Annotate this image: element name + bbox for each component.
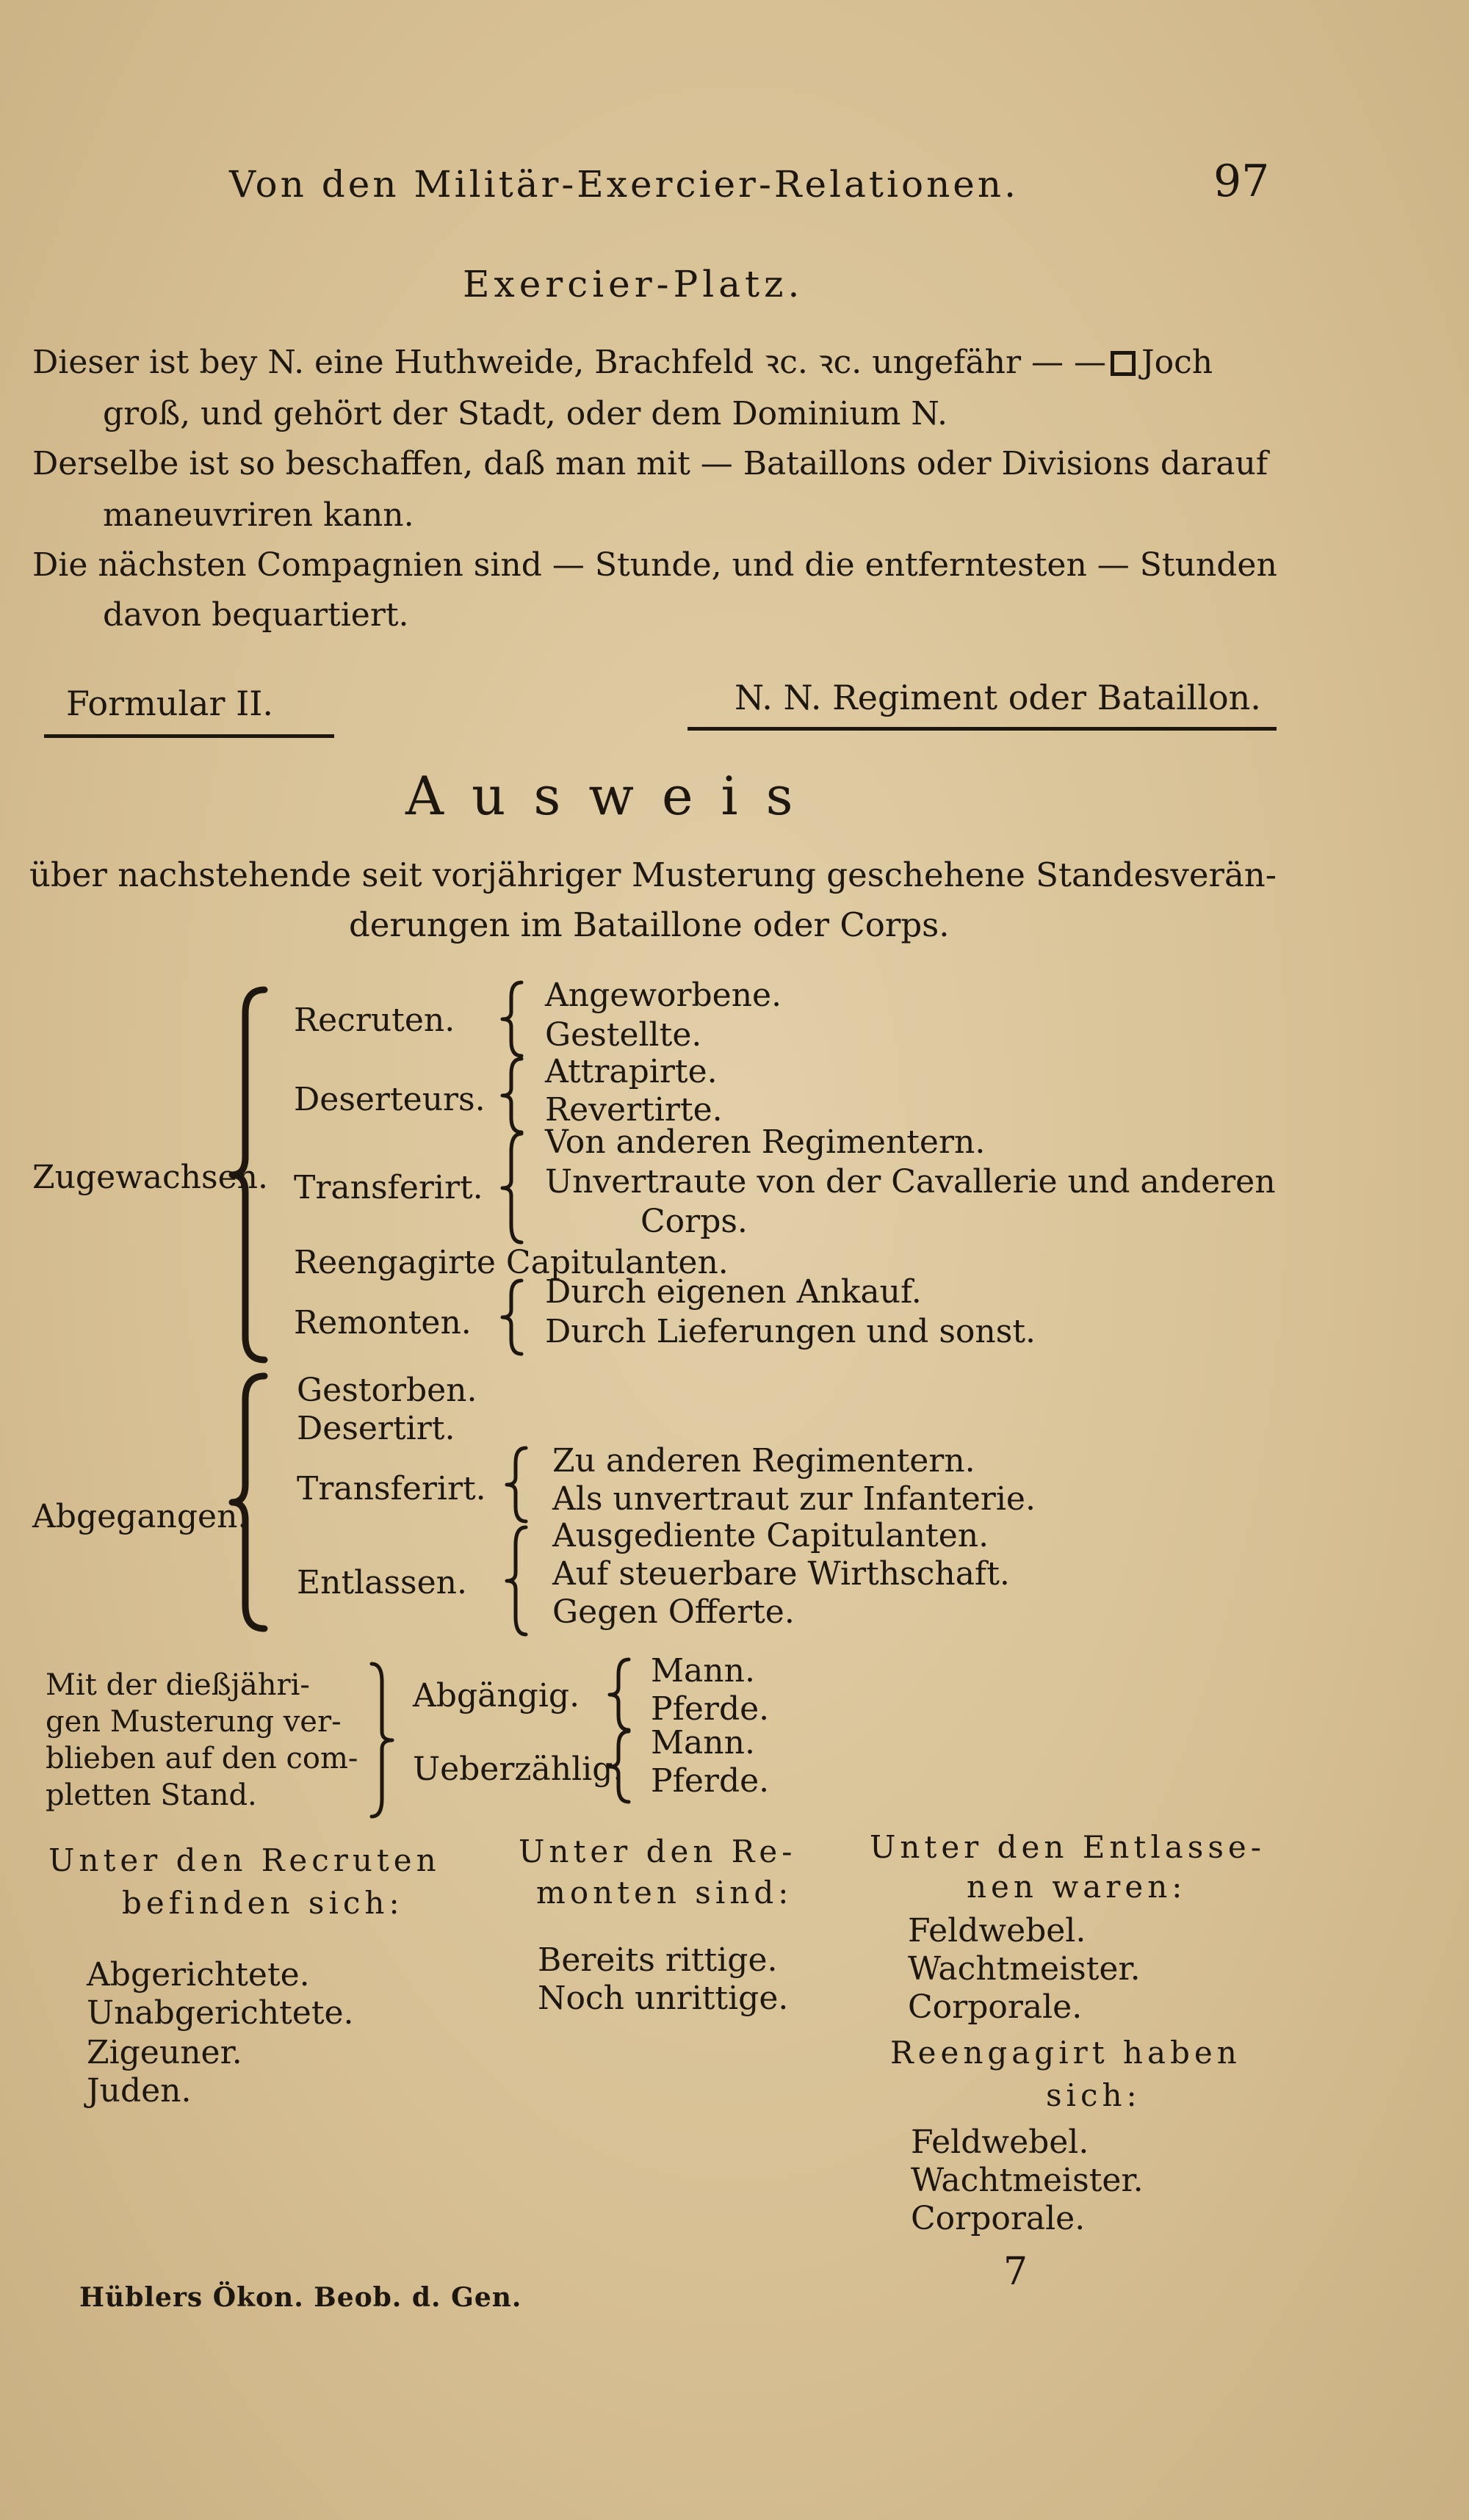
col-recruten-item-1: Abgerichtete. [87, 1956, 310, 1994]
entlassen-label: Entlassen. [297, 1564, 467, 1601]
musterung-line-2-text: gen Musterung ver- [46, 1705, 342, 1739]
abg-transferirt-brace [504, 1444, 533, 1526]
col-entlassenen-heading-1: Unter den Entlasse- [870, 1829, 1266, 1865]
deserteurs-item-2: Revertirte. [545, 1091, 723, 1129]
col-entlassenen-item2-1: Feldwebel. [911, 2123, 1089, 2161]
transferirt-item-2: Unvertraute von der Cavallerie und anderen [545, 1163, 1276, 1201]
ausweis-title: Ausweis [405, 765, 821, 827]
col-entlassenen-item-1: Feldwebel. [908, 1912, 1086, 1949]
col-remonten-heading-1: Unter den Re- [519, 1833, 797, 1869]
recruten-item-1: Angeworbene. [545, 977, 782, 1014]
ausweis-subtitle-2: derungen im Bataillone oder Corps. [349, 905, 950, 944]
col-recruten-heading-2: befinden sich: [122, 1885, 404, 1921]
exercier-line-1 [32, 344, 1213, 382]
entlassen-brace [504, 1523, 533, 1639]
deserteurs-brace [499, 1054, 529, 1137]
ueberzaehlig-brace [607, 1727, 636, 1806]
col-remonten-item-2: Noch unrittige. [538, 1980, 789, 2017]
checkbox-square-icon [1111, 351, 1136, 376]
recruten-item-2: Gestellte. [545, 1016, 702, 1054]
remonten-item-2: Durch Lieferungen und sonst. [545, 1313, 1036, 1350]
remonten-brace [499, 1276, 529, 1358]
col-remonten-heading-2: monten sind: [536, 1875, 793, 1911]
sheet-number: 7 [1003, 2250, 1028, 2294]
musterung-line-2 [46, 1703, 372, 1740]
col-recruten-item-3: Zigeuner. [87, 2034, 242, 2071]
remonten-item-1: Durch eigenen Ankauf. [545, 1273, 922, 1311]
abgaengig-pferde: Pferde. [651, 1690, 770, 1728]
abg-transferirt-item-1: Zu anderen Regimentern. [552, 1442, 975, 1480]
col-recruten-heading-1: Unter den Recruten [48, 1842, 441, 1878]
col-entlassenen-item2-2: Wachtmeister. [911, 2162, 1144, 2199]
col-entlassenen-heading-2: nen waren: [967, 1869, 1187, 1905]
running-title: Von den Militär-Exercier-Relationen. [229, 163, 1019, 206]
regiment-label: N. N. Regiment oder Bataillon. [734, 678, 1261, 717]
exercier-line-5: Die nächsten Compagnien sind — Stunde, und die entferntesten — Stunden [32, 546, 1277, 584]
col-entlassenen-heading-4: sich: [1046, 2077, 1141, 2113]
col-remonten-item-1: Bereits rittige. [538, 1941, 778, 1979]
exercier-line-1-text: Dieser ist bey N. eine Huthweide, Brachfeld ꝛc. ꝛc. ungefähr — — [32, 344, 1107, 381]
entlassen-item-1: Ausgediente Capitulanten. [552, 1517, 989, 1554]
exercier-title: Exercier-Platz. [463, 263, 804, 305]
regiment-underline [687, 727, 1277, 731]
abgaengig-label: Abgängig. [413, 1677, 580, 1715]
ueberzaehlig-pferde: Pferde. [651, 1762, 770, 1800]
musterung-line-3 [46, 1740, 372, 1777]
musterung-line-1 [46, 1667, 372, 1703]
transferirt-item-1: Von anderen Regimentern. [545, 1123, 986, 1161]
col-entlassenen-item-3: Corporale. [908, 1988, 1083, 2026]
entlassen-item-3: Gegen Offerte. [552, 1593, 795, 1631]
remonten-label: Remonten. [294, 1304, 472, 1342]
deserteurs-item-1: Attrapirte. [545, 1053, 718, 1090]
zugewachsen-brace [229, 984, 281, 1366]
col-entlassenen-item2-3: Corporale. [911, 2200, 1086, 2237]
ausweis-subtitle-1: über nachstehende seit vorjähriger Musterung geschehene Standesverän- [29, 855, 1277, 894]
musterung-brace [367, 1659, 397, 1821]
col-recruten-item-2: Unabgerichtete. [87, 1994, 354, 2032]
exercier-line-6: davon bequartiert. [103, 596, 409, 634]
entlassen-item-2: Auf steuerbare Wirthschaft. [552, 1555, 1010, 1593]
ueberzaehlig-mann: Mann. [651, 1724, 755, 1762]
desertirt-line: Desertirt. [297, 1410, 455, 1447]
col-recruten-item-4: Juden. [87, 2072, 192, 2110]
formular-underline [44, 734, 334, 738]
exercier-line-1-end: Joch [1141, 344, 1213, 381]
abgaengig-brace [607, 1655, 636, 1734]
gestorben-line: Gestorben. [297, 1372, 477, 1409]
transferirt-item-3: Corps. [640, 1203, 748, 1240]
page-number: 97 [1213, 156, 1270, 207]
abgegangen-label: Abgegangen. [32, 1498, 248, 1535]
col-entlassenen-heading-3: Reengagirt haben [890, 2035, 1241, 2071]
formular-label: Formular II. [66, 684, 274, 723]
recruten-label: Recruten. [294, 1002, 455, 1039]
deserteurs-label: Deserteurs. [294, 1081, 486, 1118]
abgegangen-brace [229, 1370, 281, 1634]
exercier-line-3: Derselbe ist so beschaffen, daß man mit — Bataillons oder Divisions darauf [32, 445, 1268, 482]
recruten-brace [499, 978, 529, 1060]
zugewachsen-label: Zugewachsen. [32, 1159, 268, 1196]
abg-transferirt-label: Transferirt. [297, 1470, 486, 1507]
musterung-block [46, 1667, 372, 1814]
reengagirte-line: Reengagirte Capitulanten. [294, 1244, 729, 1281]
transferirt-brace [499, 1129, 529, 1247]
abg-transferirt-item-2: Als unvertraut zur Infanterie. [552, 1480, 1036, 1518]
exercier-line-4: maneuvriren kann. [103, 496, 414, 534]
col-entlassenen-item-2: Wachtmeister. [908, 1950, 1141, 1988]
transferirt-label: Transferirt. [294, 1169, 483, 1206]
ueberzaehlig-label: Ueberzählig. [413, 1750, 624, 1788]
musterung-line-1-text: Mit der dießjähri- [46, 1668, 310, 1702]
abgaengig-mann: Mann. [651, 1652, 755, 1690]
printer-signature: Hüblers Ökon. Beob. d. Gen. [79, 2282, 522, 2313]
musterung-line-4: pletten Stand. [46, 1778, 257, 1812]
musterung-line-3-text: blieben auf den com- [46, 1742, 358, 1775]
exercier-line-2: groß, und gehört der Stadt, oder dem Dominium N. [103, 395, 948, 432]
